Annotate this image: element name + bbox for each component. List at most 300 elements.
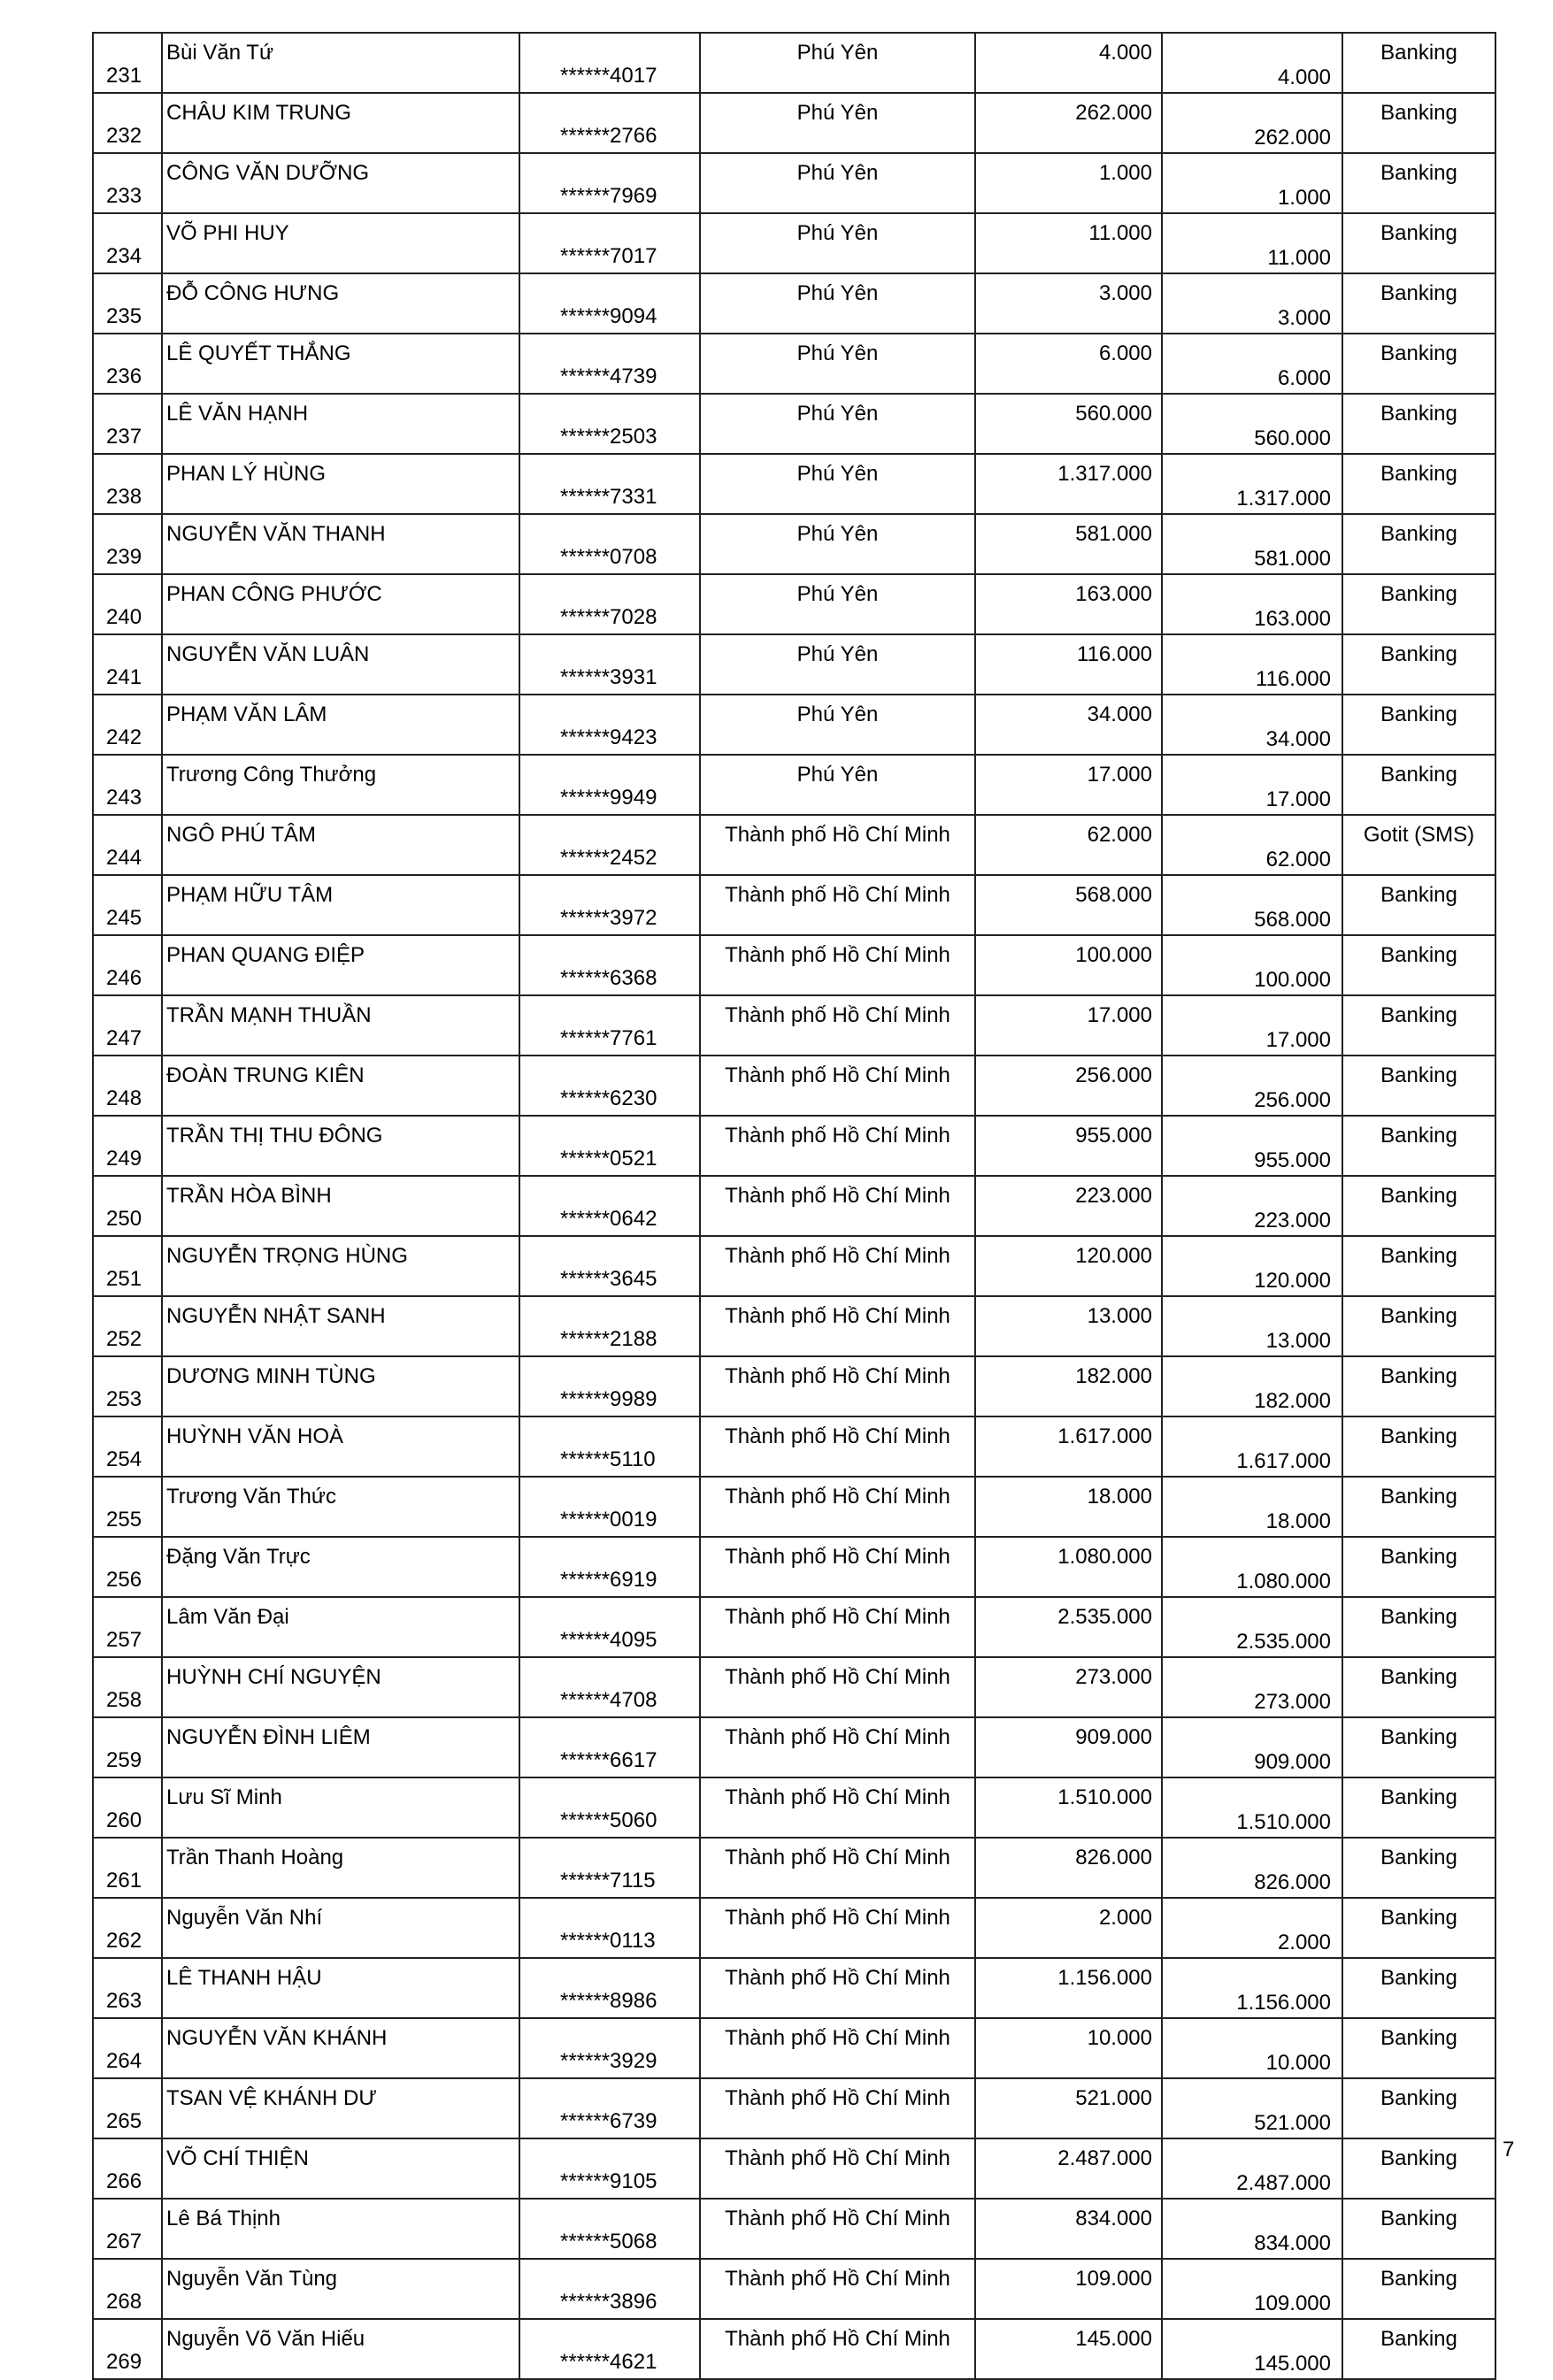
amount-cell: 1.510.000	[975, 1777, 1162, 1838]
row-number-cell: 261	[93, 1838, 162, 1898]
payment-method-cell: Banking	[1342, 2199, 1495, 2259]
masked-account-cell: ******0113	[519, 1898, 700, 1958]
row-number-cell: 264	[93, 2018, 162, 2078]
row-number-cell: 263	[93, 1958, 162, 2018]
province-cell: Thành phố Hồ Chí Minh	[700, 875, 975, 935]
table-row	[93, 2319, 1495, 2379]
table-row	[93, 93, 1495, 153]
amount-cell: 1.156.000	[975, 1958, 1162, 2018]
province-cell: Thành phố Hồ Chí Minh	[700, 1296, 975, 1356]
province-cell: Thành phố Hồ Chí Minh	[700, 2138, 975, 2199]
masked-account-cell: ******0521	[519, 1116, 700, 1176]
province-cell: Phú Yên	[700, 514, 975, 574]
table-row	[93, 815, 1495, 875]
row-number-cell: 234	[93, 213, 162, 273]
recipient-name-cell: LÊ QUYẾT THẮNG	[162, 334, 519, 394]
table-row	[93, 935, 1495, 995]
masked-account-cell: ******3931	[519, 634, 700, 695]
masked-account-cell: ******0708	[519, 514, 700, 574]
recipient-name-cell: TSAN VỆ KHÁNH DƯ	[162, 2078, 519, 2138]
table-row	[93, 514, 1495, 574]
amount-paid-cell: 11.000	[1162, 213, 1342, 273]
table-row	[93, 1777, 1495, 1838]
amount-paid-cell: 1.156.000	[1162, 1958, 1342, 2018]
province-cell: Phú Yên	[700, 394, 975, 454]
masked-account-cell: ******7331	[519, 454, 700, 514]
recipient-name-cell: Trần Thanh Hoàng	[162, 1838, 519, 1898]
masked-account-cell: ******5068	[519, 2199, 700, 2259]
recipient-name-cell: Nguyễn Võ Văn Hiếu	[162, 2319, 519, 2379]
payment-method-cell: Banking	[1342, 1537, 1495, 1597]
masked-account-cell: ******4017	[519, 33, 700, 93]
recipient-name-cell: NGUYỄN ĐÌNH LIÊM	[162, 1717, 519, 1777]
row-number-cell: 232	[93, 93, 162, 153]
table-row	[93, 695, 1495, 755]
amount-paid-cell: 955.000	[1162, 1116, 1342, 1176]
masked-account-cell: ******2503	[519, 394, 700, 454]
amount-cell: 145.000	[975, 2319, 1162, 2379]
table-row	[93, 1116, 1495, 1176]
province-cell: Phú Yên	[700, 33, 975, 93]
payment-method-cell: Banking	[1342, 574, 1495, 634]
row-number-cell: 257	[93, 1597, 162, 1657]
amount-cell: 17.000	[975, 995, 1162, 1056]
masked-account-cell: ******7115	[519, 1838, 700, 1898]
amount-paid-cell: 17.000	[1162, 995, 1342, 1056]
province-cell: Thành phố Hồ Chí Minh	[700, 815, 975, 875]
amount-cell: 560.000	[975, 394, 1162, 454]
row-number-cell: 267	[93, 2199, 162, 2259]
masked-account-cell: ******6919	[519, 1537, 700, 1597]
province-cell: Thành phố Hồ Chí Minh	[700, 1838, 975, 1898]
table-row	[93, 33, 1495, 93]
masked-account-cell: ******7017	[519, 213, 700, 273]
row-number-cell: 235	[93, 273, 162, 334]
payment-method-cell: Banking	[1342, 1176, 1495, 1236]
amount-paid-cell: 182.000	[1162, 1356, 1342, 1416]
recipient-name-cell: ĐOÀN TRUNG KIÊN	[162, 1056, 519, 1116]
province-cell: Phú Yên	[700, 574, 975, 634]
masked-account-cell: ******9949	[519, 755, 700, 815]
masked-account-cell: ******2188	[519, 1296, 700, 1356]
recipient-name-cell: Lâm Văn Đại	[162, 1597, 519, 1657]
payment-method-cell: Banking	[1342, 1416, 1495, 1477]
payment-method-cell: Banking	[1342, 454, 1495, 514]
masked-account-cell: ******0642	[519, 1176, 700, 1236]
payment-method-cell: Banking	[1342, 2078, 1495, 2138]
table-row	[93, 1717, 1495, 1777]
recipient-name-cell: VÕ CHÍ THIỆN	[162, 2138, 519, 2199]
amount-cell: 1.080.000	[975, 1537, 1162, 1597]
table-row	[93, 634, 1495, 695]
table-row	[93, 1838, 1495, 1898]
table-row	[93, 1898, 1495, 1958]
recipient-name-cell: HUỲNH VĂN HOÀ	[162, 1416, 519, 1477]
payment-method-cell: Banking	[1342, 2259, 1495, 2319]
recipient-name-cell: PHAN QUANG ĐIỆP	[162, 935, 519, 995]
row-number-cell: 249	[93, 1116, 162, 1176]
payment-method-cell: Banking	[1342, 1356, 1495, 1416]
amount-paid-cell: 109.000	[1162, 2259, 1342, 2319]
amount-cell: 10.000	[975, 2018, 1162, 2078]
row-number-cell: 236	[93, 334, 162, 394]
row-number-cell: 239	[93, 514, 162, 574]
masked-account-cell: ******4739	[519, 334, 700, 394]
province-cell: Thành phố Hồ Chí Minh	[700, 1356, 975, 1416]
province-cell: Thành phố Hồ Chí Minh	[700, 935, 975, 995]
row-number-cell: 258	[93, 1657, 162, 1717]
amount-cell: 955.000	[975, 1116, 1162, 1176]
payment-method-cell: Banking	[1342, 1777, 1495, 1838]
row-number-cell: 254	[93, 1416, 162, 1477]
amount-cell: 163.000	[975, 574, 1162, 634]
recipient-name-cell: Trương Công Thưởng	[162, 755, 519, 815]
recipient-name-cell: Nguyễn Văn Nhí	[162, 1898, 519, 1958]
province-cell: Phú Yên	[700, 334, 975, 394]
payment-method-cell: Banking	[1342, 273, 1495, 334]
payment-method-cell: Banking	[1342, 935, 1495, 995]
row-number-cell: 248	[93, 1056, 162, 1116]
row-number-cell: 250	[93, 1176, 162, 1236]
table-row	[93, 1537, 1495, 1597]
province-cell: Thành phố Hồ Chí Minh	[700, 1597, 975, 1657]
payment-method-cell: Banking	[1342, 2018, 1495, 2078]
recipient-table	[92, 32, 1496, 2380]
payment-method-cell: Banking	[1342, 33, 1495, 93]
amount-cell: 13.000	[975, 1296, 1162, 1356]
amount-cell: 116.000	[975, 634, 1162, 695]
amount-paid-cell: 3.000	[1162, 273, 1342, 334]
province-cell: Thành phố Hồ Chí Minh	[700, 2078, 975, 2138]
province-cell: Thành phố Hồ Chí Minh	[700, 2319, 975, 2379]
recipient-name-cell: VÕ PHI HUY	[162, 213, 519, 273]
payment-method-cell: Banking	[1342, 2319, 1495, 2379]
payment-method-cell: Banking	[1342, 1116, 1495, 1176]
masked-account-cell: ******6617	[519, 1717, 700, 1777]
amount-cell: 273.000	[975, 1657, 1162, 1717]
table-row	[93, 153, 1495, 213]
row-number-cell: 243	[93, 755, 162, 815]
table-row	[93, 2018, 1495, 2078]
province-cell: Thành phố Hồ Chí Minh	[700, 2259, 975, 2319]
amount-paid-cell: 262.000	[1162, 93, 1342, 153]
payment-method-cell: Banking	[1342, 1296, 1495, 1356]
recipient-name-cell: PHẠM VĂN LÂM	[162, 695, 519, 755]
row-number-cell: 242	[93, 695, 162, 755]
payment-method-cell: Banking	[1342, 755, 1495, 815]
payment-method-cell: Banking	[1342, 1056, 1495, 1116]
row-number-cell: 262	[93, 1898, 162, 1958]
province-cell: Phú Yên	[700, 213, 975, 273]
table-row	[93, 334, 1495, 394]
amount-paid-cell: 100.000	[1162, 935, 1342, 995]
recipient-name-cell: Đặng Văn Trực	[162, 1537, 519, 1597]
table-row	[93, 1176, 1495, 1236]
amount-cell: 34.000	[975, 695, 1162, 755]
masked-account-cell: ******7761	[519, 995, 700, 1056]
amount-paid-cell: 1.317.000	[1162, 454, 1342, 514]
province-cell: Thành phố Hồ Chí Minh	[700, 1777, 975, 1838]
payment-method-cell: Banking	[1342, 93, 1495, 153]
payment-method-cell: Banking	[1342, 394, 1495, 454]
payment-method-cell: Banking	[1342, 875, 1495, 935]
payment-method-cell: Banking	[1342, 1958, 1495, 2018]
recipient-name-cell: NGUYỄN NHẬT SANH	[162, 1296, 519, 1356]
recipient-name-cell: TRẦN THỊ THU ĐÔNG	[162, 1116, 519, 1176]
table-row	[93, 574, 1495, 634]
amount-paid-cell: 568.000	[1162, 875, 1342, 935]
amount-cell: 1.000	[975, 153, 1162, 213]
masked-account-cell: ******6230	[519, 1056, 700, 1116]
row-number-cell: 253	[93, 1356, 162, 1416]
amount-cell: 3.000	[975, 273, 1162, 334]
table-row	[93, 1477, 1495, 1537]
province-cell: Thành phố Hồ Chí Minh	[700, 1717, 975, 1777]
table-row	[93, 755, 1495, 815]
amount-cell: 4.000	[975, 33, 1162, 93]
payment-method-cell: Gotit (SMS)	[1342, 815, 1495, 875]
row-number-cell: 256	[93, 1537, 162, 1597]
recipient-name-cell: NGUYỄN VĂN KHÁNH	[162, 2018, 519, 2078]
table-row	[93, 1236, 1495, 1296]
masked-account-cell: ******9989	[519, 1356, 700, 1416]
row-number-cell: 233	[93, 153, 162, 213]
masked-account-cell: ******9423	[519, 695, 700, 755]
masked-account-cell: ******6368	[519, 935, 700, 995]
table-row	[93, 1958, 1495, 2018]
row-number-cell: 246	[93, 935, 162, 995]
payment-method-cell: Banking	[1342, 695, 1495, 755]
masked-account-cell: ******0019	[519, 1477, 700, 1537]
recipient-name-cell: Lê Bá Thịnh	[162, 2199, 519, 2259]
table-row	[93, 454, 1495, 514]
amount-cell: 18.000	[975, 1477, 1162, 1537]
province-cell: Thành phố Hồ Chí Minh	[700, 1477, 975, 1537]
recipient-name-cell: Lưu Sĩ Minh	[162, 1777, 519, 1838]
amount-paid-cell: 120.000	[1162, 1236, 1342, 1296]
row-number-cell: 259	[93, 1717, 162, 1777]
province-cell: Phú Yên	[700, 634, 975, 695]
amount-paid-cell: 163.000	[1162, 574, 1342, 634]
province-cell: Thành phố Hồ Chí Minh	[700, 1056, 975, 1116]
row-number-cell: 247	[93, 995, 162, 1056]
amount-paid-cell: 6.000	[1162, 334, 1342, 394]
page-number: 7	[1503, 2138, 1515, 2161]
recipient-name-cell: LÊ THANH HẬU	[162, 1958, 519, 2018]
payment-method-cell: Banking	[1342, 1236, 1495, 1296]
masked-account-cell: ******4621	[519, 2319, 700, 2379]
payment-method-cell: Banking	[1342, 153, 1495, 213]
amount-cell: 100.000	[975, 935, 1162, 995]
table-row	[93, 2138, 1495, 2199]
masked-account-cell: ******2452	[519, 815, 700, 875]
row-number-cell: 265	[93, 2078, 162, 2138]
table-row	[93, 2259, 1495, 2319]
table-row	[93, 1356, 1495, 1416]
recipient-name-cell: Nguyễn Văn Tùng	[162, 2259, 519, 2319]
amount-cell: 62.000	[975, 815, 1162, 875]
recipient-name-cell: NGUYỄN VĂN THANH	[162, 514, 519, 574]
amount-paid-cell: 1.080.000	[1162, 1537, 1342, 1597]
recipient-name-cell: ĐỖ CÔNG HƯNG	[162, 273, 519, 334]
table-row	[93, 394, 1495, 454]
province-cell: Thành phố Hồ Chí Minh	[700, 1416, 975, 1477]
amount-paid-cell: 13.000	[1162, 1296, 1342, 1356]
payment-method-cell: Banking	[1342, 634, 1495, 695]
payment-method-cell: Banking	[1342, 995, 1495, 1056]
amount-paid-cell: 2.487.000	[1162, 2138, 1342, 2199]
recipient-name-cell: PHAN CÔNG PHƯỚC	[162, 574, 519, 634]
amount-paid-cell: 909.000	[1162, 1717, 1342, 1777]
amount-paid-cell: 1.617.000	[1162, 1416, 1342, 1477]
amount-paid-cell: 834.000	[1162, 2199, 1342, 2259]
amount-paid-cell: 62.000	[1162, 815, 1342, 875]
masked-account-cell: ******9105	[519, 2138, 700, 2199]
province-cell: Thành phố Hồ Chí Minh	[700, 1657, 975, 1717]
amount-paid-cell: 560.000	[1162, 394, 1342, 454]
payment-method-cell: Banking	[1342, 1898, 1495, 1958]
province-cell: Thành phố Hồ Chí Minh	[700, 2199, 975, 2259]
payment-method-cell: Banking	[1342, 1597, 1495, 1657]
masked-account-cell: ******5110	[519, 1416, 700, 1477]
province-cell: Thành phố Hồ Chí Minh	[700, 1116, 975, 1176]
province-cell: Thành phố Hồ Chí Minh	[700, 1236, 975, 1296]
payment-method-cell: Banking	[1342, 2138, 1495, 2199]
recipient-name-cell: DƯƠNG MINH TÙNG	[162, 1356, 519, 1416]
amount-paid-cell: 1.000	[1162, 153, 1342, 213]
amount-cell: 834.000	[975, 2199, 1162, 2259]
amount-paid-cell: 1.510.000	[1162, 1777, 1342, 1838]
amount-cell: 826.000	[975, 1838, 1162, 1898]
table-body	[93, 33, 1495, 2379]
masked-account-cell: ******4708	[519, 1657, 700, 1717]
recipient-name-cell: CÔNG VĂN DƯỠNG	[162, 153, 519, 213]
amount-cell: 256.000	[975, 1056, 1162, 1116]
amount-paid-cell: 223.000	[1162, 1176, 1342, 1236]
row-number-cell: 231	[93, 33, 162, 93]
row-number-cell: 260	[93, 1777, 162, 1838]
masked-account-cell: ******3972	[519, 875, 700, 935]
masked-account-cell: ******9094	[519, 273, 700, 334]
province-cell: Phú Yên	[700, 273, 975, 334]
recipient-name-cell: CHÂU KIM TRUNG	[162, 93, 519, 153]
table-row	[93, 1056, 1495, 1116]
masked-account-cell: ******5060	[519, 1777, 700, 1838]
amount-paid-cell: 18.000	[1162, 1477, 1342, 1537]
masked-account-cell: ******8986	[519, 1958, 700, 2018]
province-cell: Phú Yên	[700, 93, 975, 153]
amount-cell: 2.535.000	[975, 1597, 1162, 1657]
province-cell: Thành phố Hồ Chí Minh	[700, 1176, 975, 1236]
row-number-cell: 268	[93, 2259, 162, 2319]
payment-method-cell: Banking	[1342, 1838, 1495, 1898]
province-cell: Thành phố Hồ Chí Minh	[700, 1537, 975, 1597]
table-row	[93, 213, 1495, 273]
row-number-cell: 252	[93, 1296, 162, 1356]
amount-paid-cell: 116.000	[1162, 634, 1342, 695]
payment-method-cell: Banking	[1342, 213, 1495, 273]
row-number-cell: 251	[93, 1236, 162, 1296]
recipient-name-cell: PHẠM HỮU TÂM	[162, 875, 519, 935]
table-row	[93, 1416, 1495, 1477]
amount-cell: 120.000	[975, 1236, 1162, 1296]
amount-paid-cell: 2.535.000	[1162, 1597, 1342, 1657]
amount-cell: 6.000	[975, 334, 1162, 394]
recipient-name-cell: NGUYỄN VĂN LUÂN	[162, 634, 519, 695]
recipient-name-cell: NGÔ PHÚ TÂM	[162, 815, 519, 875]
province-cell: Thành phố Hồ Chí Minh	[700, 1958, 975, 2018]
amount-paid-cell: 256.000	[1162, 1056, 1342, 1116]
province-cell: Phú Yên	[700, 153, 975, 213]
amount-paid-cell: 34.000	[1162, 695, 1342, 755]
row-number-cell: 244	[93, 815, 162, 875]
table-row	[93, 875, 1495, 935]
table-row	[93, 1657, 1495, 1717]
province-cell: Phú Yên	[700, 755, 975, 815]
amount-cell: 909.000	[975, 1717, 1162, 1777]
masked-account-cell: ******4095	[519, 1597, 700, 1657]
amount-paid-cell: 826.000	[1162, 1838, 1342, 1898]
table-row	[93, 2199, 1495, 2259]
recipient-name-cell: PHAN LÝ HÙNG	[162, 454, 519, 514]
row-number-cell: 269	[93, 2319, 162, 2379]
amount-cell: 1.317.000	[975, 454, 1162, 514]
amount-cell: 521.000	[975, 2078, 1162, 2138]
amount-paid-cell: 581.000	[1162, 514, 1342, 574]
masked-account-cell: ******3645	[519, 1236, 700, 1296]
amount-paid-cell: 145.000	[1162, 2319, 1342, 2379]
amount-cell: 223.000	[975, 1176, 1162, 1236]
amount-paid-cell: 10.000	[1162, 2018, 1342, 2078]
amount-cell: 182.000	[975, 1356, 1162, 1416]
row-number-cell: 241	[93, 634, 162, 695]
row-number-cell: 237	[93, 394, 162, 454]
payment-method-cell: Banking	[1342, 514, 1495, 574]
recipient-name-cell: HUỲNH CHÍ NGUYỆN	[162, 1657, 519, 1717]
table-row	[93, 995, 1495, 1056]
amount-cell: 2.000	[975, 1898, 1162, 1958]
amount-paid-cell: 521.000	[1162, 2078, 1342, 2138]
row-number-cell: 266	[93, 2138, 162, 2199]
payment-method-cell: Banking	[1342, 334, 1495, 394]
table-row	[93, 1597, 1495, 1657]
masked-account-cell: ******6739	[519, 2078, 700, 2138]
recipient-name-cell: Trương Văn Thức	[162, 1477, 519, 1537]
masked-account-cell: ******7028	[519, 574, 700, 634]
amount-paid-cell: 273.000	[1162, 1657, 1342, 1717]
amount-cell: 2.487.000	[975, 2138, 1162, 2199]
amount-cell: 568.000	[975, 875, 1162, 935]
province-cell: Phú Yên	[700, 695, 975, 755]
recipient-name-cell: TRẦN MẠNH THUẦN	[162, 995, 519, 1056]
amount-paid-cell: 17.000	[1162, 755, 1342, 815]
masked-account-cell: ******7969	[519, 153, 700, 213]
province-cell: Thành phố Hồ Chí Minh	[700, 2018, 975, 2078]
amount-paid-cell: 4.000	[1162, 33, 1342, 93]
payment-method-cell: Banking	[1342, 1717, 1495, 1777]
amount-cell: 109.000	[975, 2259, 1162, 2319]
table-row	[93, 273, 1495, 334]
payment-method-cell: Banking	[1342, 1657, 1495, 1717]
table-row	[93, 2078, 1495, 2138]
row-number-cell: 245	[93, 875, 162, 935]
table-row	[93, 1296, 1495, 1356]
province-cell: Thành phố Hồ Chí Minh	[700, 1898, 975, 1958]
amount-cell: 262.000	[975, 93, 1162, 153]
masked-account-cell: ******2766	[519, 93, 700, 153]
recipient-name-cell: LÊ VĂN HẠNH	[162, 394, 519, 454]
payment-method-cell: Banking	[1342, 1477, 1495, 1537]
